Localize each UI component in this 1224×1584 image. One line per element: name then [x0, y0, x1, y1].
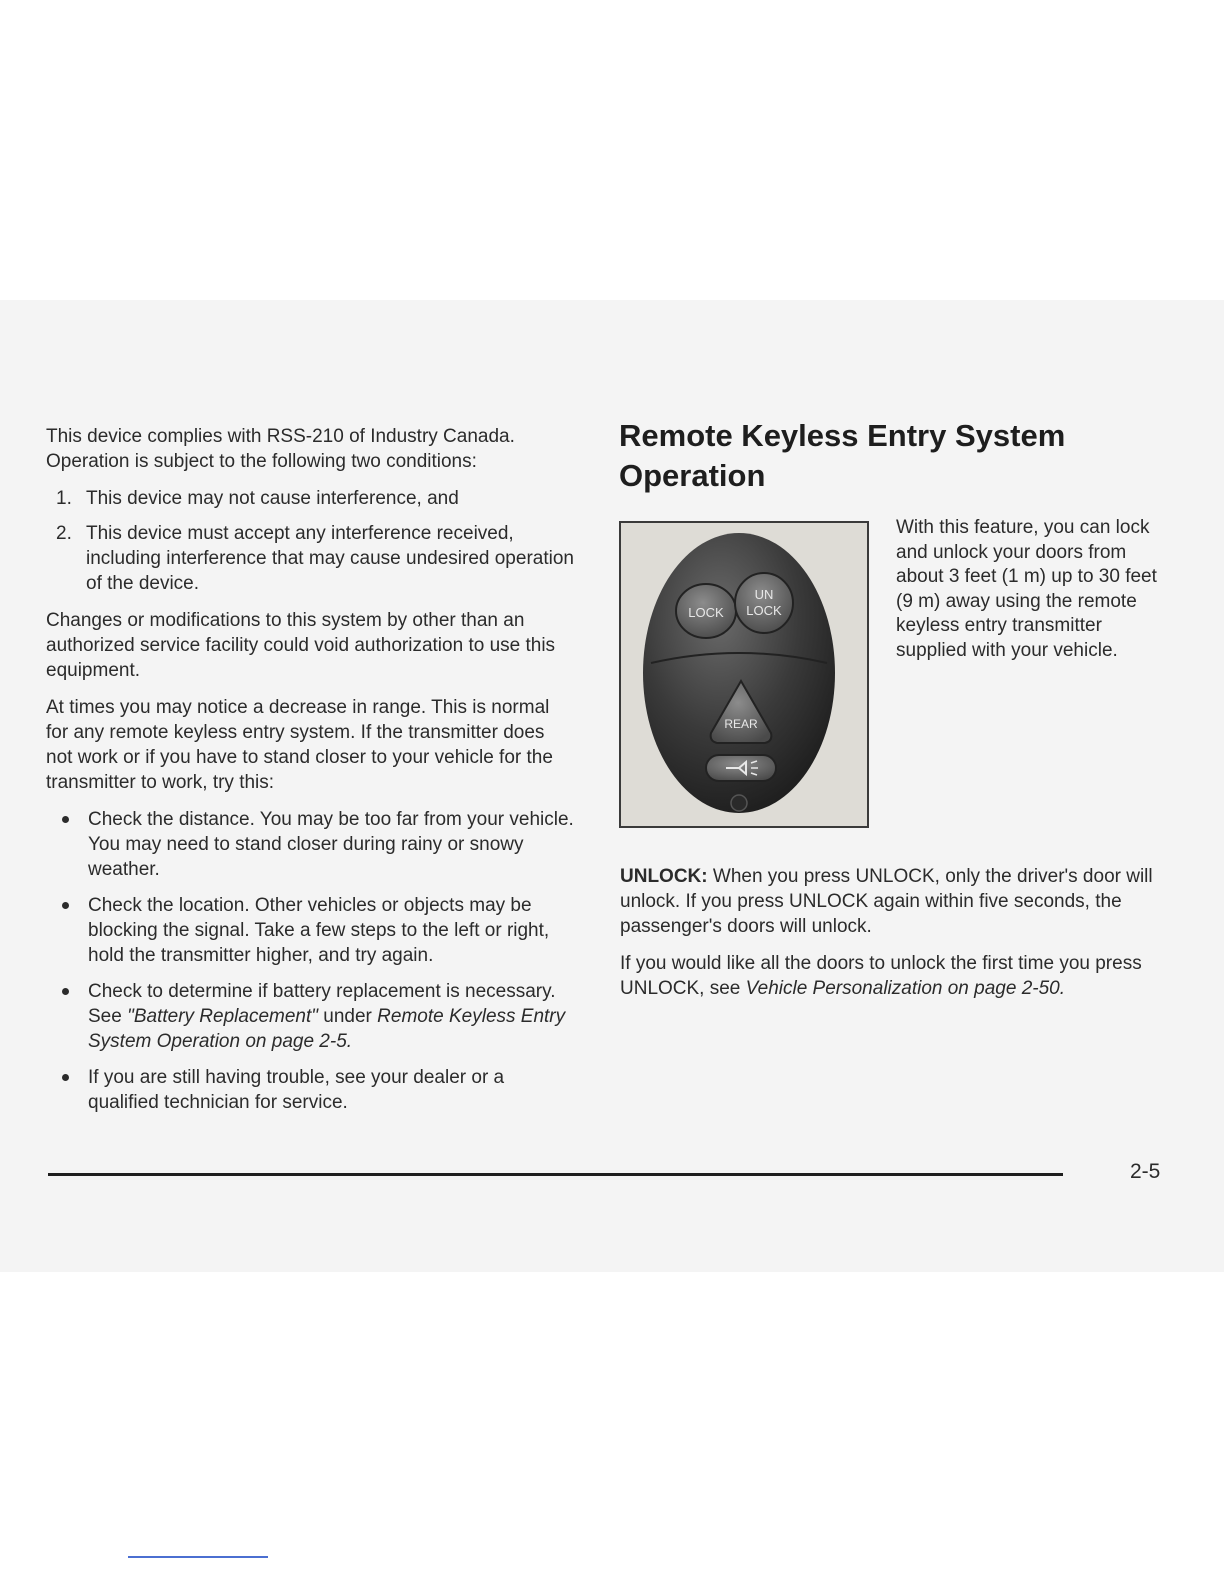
- key-fob-photo: [619, 521, 869, 828]
- panic-horn-button: [706, 755, 776, 781]
- unlock-button-label-top: UN: [754, 587, 774, 602]
- right-lower-column: [620, 864, 1165, 1013]
- unlock-button-label-bottom: LOCK: [746, 603, 782, 618]
- battery-replacement-reference[interactable]: "Battery Replacement": [127, 1006, 319, 1027]
- section-heading: Remote Keyless Entry System Operation: [619, 418, 1066, 493]
- rear-button-label: REAR: [724, 717, 758, 731]
- unlock-button: [735, 573, 793, 633]
- list-item-text: Check to determine if battery replacement is necessary. See: [88, 981, 556, 1027]
- vehicle-personalization-reference[interactable]: Vehicle Personalization on page 2-50.: [745, 978, 1066, 999]
- bullet-icon: [62, 816, 69, 823]
- list-item: [46, 1065, 576, 1115]
- key-fob-illustration: [621, 523, 867, 826]
- lock-button-label: LOCK: [688, 605, 724, 620]
- unlock-paragraph: [620, 864, 1165, 939]
- list-item-text: Check the location. Other vehicles or objects may be blocking the signal. Take a few steps to the left or right, hold the transmitter higher, and try again.: [88, 895, 550, 966]
- bullet-icon: [62, 902, 69, 909]
- range-paragraph: At times you may notice a decrease in range. This is normal for any remote keyless entry system. If the transmitter does not work or if you have to stand closer to your vehicle for the transmitter to work, try this:: [46, 697, 553, 793]
- intro-paragraph: This device complies with RSS-210 of Industry Canada. Operation is subject to the following two conditions:: [46, 426, 515, 472]
- page-number: 2-5: [1130, 1160, 1161, 1183]
- unlock-label: UNLOCK:: [620, 866, 708, 887]
- list-item: [46, 521, 576, 596]
- conditions-list: [46, 486, 576, 596]
- list-item: [46, 486, 576, 511]
- list-item-text: If you are still having trouble, see your dealer or a qualified technician for service.: [88, 1067, 505, 1113]
- changes-paragraph: Changes or modifications to this system by other than an authorized service facility could void authorization to use this equipment.: [46, 610, 556, 681]
- footer-rule: [48, 1173, 1063, 1176]
- bottom-edge-line: [128, 1556, 268, 1558]
- personalization-paragraph: [620, 951, 1165, 1001]
- keyring-hole: [731, 795, 747, 811]
- personalization-text: If you would like all the doors to unlock the first time you press UNLOCK, see: [620, 953, 1142, 999]
- list-item: [46, 979, 576, 1054]
- feature-description: With this feature, you can lock and unlock your doors from about 3 feet (1 m) up to 30 feet (9 m) away using the remote keyless entry transmitter supplied with your vehicle.: [896, 517, 1157, 661]
- tips-list: [46, 807, 576, 1115]
- bullet-icon: [62, 1074, 69, 1081]
- list-item: [46, 807, 576, 882]
- unlock-text: When you press UNLOCK, only the driver's door will unlock. If you press UNLOCK again within five seconds, the passenger's doors will unlock.: [620, 866, 1153, 937]
- list-number: 2.: [56, 523, 72, 544]
- list-item-text: under: [318, 1006, 378, 1027]
- list-item-text: This device may not cause interference, and: [86, 488, 459, 509]
- rke-operation-reference[interactable]: Remote Keyless Entry System Operation on page 2-5.: [88, 1006, 566, 1052]
- list-item: [46, 893, 576, 968]
- left-column: [46, 424, 576, 1126]
- bullet-icon: [62, 988, 69, 995]
- list-number: 1.: [56, 488, 72, 509]
- list-item-text: This device must accept any interference received, including interference that may cause undesired operation of the device.: [86, 523, 574, 594]
- list-item-text: Check the distance. You may be too far from your vehicle. You may need to stand closer during rainy or snowy weather.: [88, 809, 574, 880]
- lock-button: [676, 584, 736, 638]
